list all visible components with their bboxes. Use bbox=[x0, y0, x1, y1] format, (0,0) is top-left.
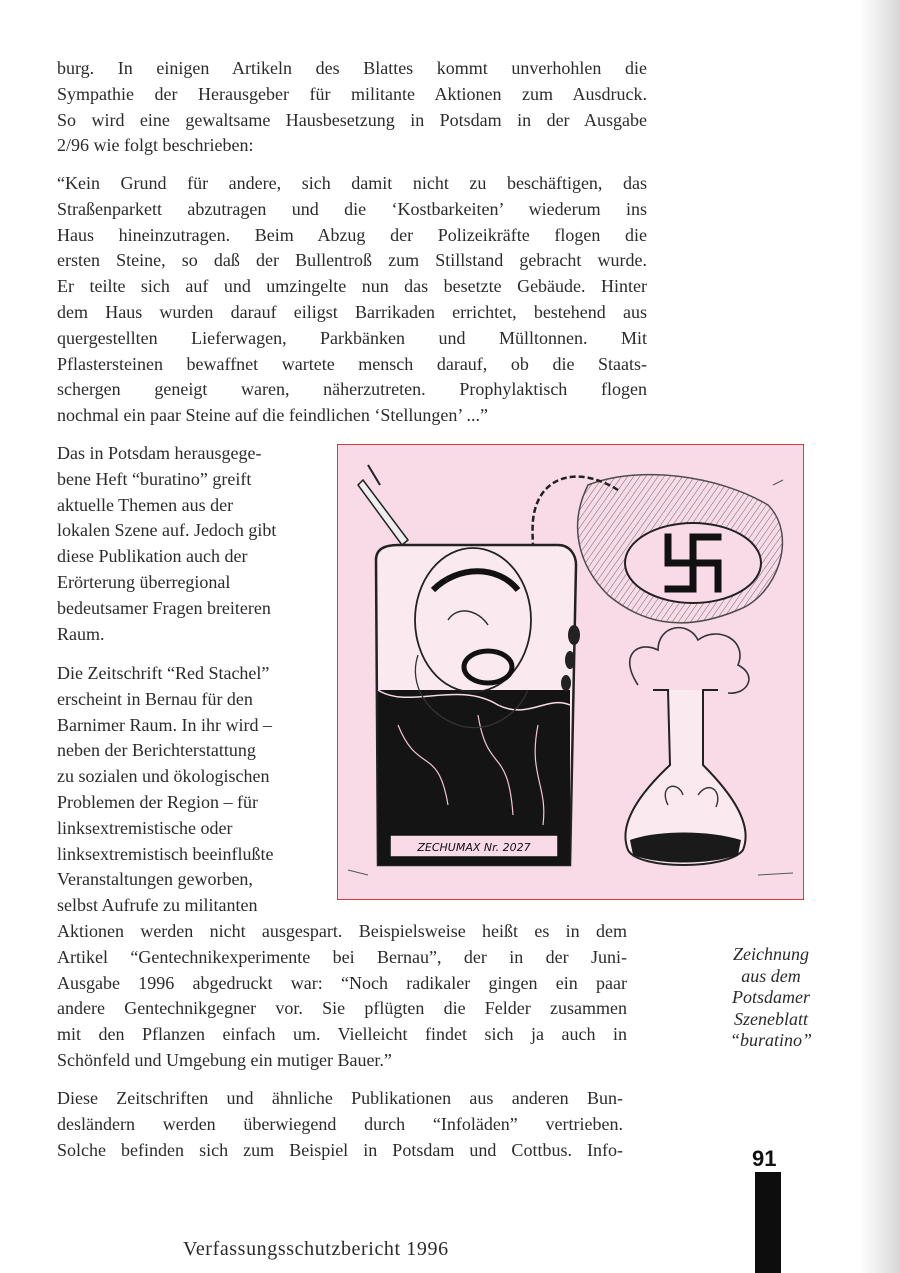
text-line: Er teilte sich auf und umzingelte nun das besetzte Gebäude. Hinter bbox=[57, 276, 647, 297]
text-line: mit den Pflanzen einfach um. Vielleicht findet sich ja auch in bbox=[57, 1024, 627, 1045]
text-line: dem Haus wurden darauf eiligst Barrikaden errichtet, bestehend aus bbox=[57, 301, 647, 322]
text-line: Diese Zeitschriften und ähnliche Publikationen aus anderen Bun- bbox=[57, 1088, 623, 1108]
text-line: erscheint in Bernau für den bbox=[57, 688, 253, 709]
paragraph-red-stachel-wide bbox=[57, 919, 627, 1074]
text-line: Das in Potsdam herausgege- bbox=[57, 443, 262, 463]
caption-line: aus dem bbox=[741, 965, 801, 986]
caption-line: Zeichnung bbox=[733, 944, 809, 964]
footer-title: Verfassungsschutzbericht 1996 bbox=[183, 1238, 449, 1260]
drawing-illustration bbox=[338, 445, 802, 898]
text-line: zu sozialen und ökologischen bbox=[57, 766, 270, 787]
text-line: Veranstaltungen geworben, bbox=[57, 869, 253, 890]
text-line: So wird eine gewaltsame Hausbesetzung in Potsdam in der Ausgabe bbox=[57, 109, 647, 130]
paragraph-intro bbox=[57, 56, 647, 159]
text-line: schergen geneigt waren, näherzutreten. Prophylaktisch flogen bbox=[57, 379, 647, 400]
text-line: Raum. bbox=[57, 623, 105, 644]
text-line: aktuelle Themen aus der bbox=[57, 494, 234, 515]
pipette bbox=[358, 480, 408, 545]
page-thumb-tab bbox=[755, 1172, 781, 1273]
text-line: Sympathie der Herausgeber für militante Aktionen zum Ausdruck. bbox=[57, 83, 647, 104]
text-line: Artikel “Gentechnikexperimente bei Bernau”, der in der Juni- bbox=[57, 946, 627, 967]
text-line: Barnimer Raum. In ihr wird – bbox=[57, 714, 272, 735]
text-line: Schönfeld und Umgebung ein mutiger Bauer.” bbox=[57, 1049, 392, 1070]
page-edge-shadow bbox=[858, 0, 900, 1273]
text-line: Solche befinden sich zum Beispiel in Potsdam und Cottbus. Info- bbox=[57, 1139, 623, 1160]
text-line: nochmal ein paar Steine auf die feindlichen ‘Stellungen’ ...” bbox=[57, 405, 489, 426]
figure-caption bbox=[708, 944, 834, 1052]
text-line: neben der Berichterstattung bbox=[57, 740, 256, 761]
text-line: desländern werden überwiegend durch “Infoläden” vertrieben. bbox=[57, 1113, 623, 1134]
text-line: linksextremistische oder bbox=[57, 817, 233, 838]
text-line: bedeutsamer Fragen breiteren bbox=[57, 597, 271, 618]
text-line: andere Gentechnikgegner vor. Sie pflügten die Felder zusammen bbox=[57, 998, 627, 1019]
text-line: Problemen der Region – für bbox=[57, 791, 258, 812]
text-line: linksextremistisch beeinflußte bbox=[57, 843, 274, 864]
text-line: quergestellten Lieferwagen, Parkbänken und Mülltonnen. Mit bbox=[57, 327, 647, 348]
quote-house-occupation bbox=[57, 171, 647, 429]
text-line: Aktionen werden nicht ausgespart. Beispielsweise heißt es in dem bbox=[57, 921, 627, 941]
caption-line: Szeneblatt bbox=[734, 1008, 808, 1029]
glass-label: ZECHUMAX Nr. 2027 bbox=[417, 841, 531, 854]
text-line: Die Zeitschrift “Red Stachel” bbox=[57, 663, 270, 683]
text-line: diese Publikation auch der bbox=[57, 546, 248, 567]
text-line: Ausgabe 1996 abgedruckt war: “Noch radikaler gingen ein paar bbox=[57, 972, 627, 993]
caption-line: “buratino” bbox=[729, 1030, 813, 1050]
text-line: 2/96 wie folgt beschrieben: bbox=[57, 135, 254, 156]
steam bbox=[630, 628, 749, 693]
buratino-drawing bbox=[337, 444, 804, 900]
text-line: Haus hineinzutragen. Beim Abzug der Polizeikräfte flogen die bbox=[57, 224, 647, 245]
text-line: Erörterung überregional bbox=[57, 571, 231, 592]
paragraph-infolaeden bbox=[57, 1086, 623, 1163]
text-line: Straßenparkett abzutragen und die ‘Kostbarkeiten’ wiederum ins bbox=[57, 198, 647, 219]
text-line: burg. In einigen Artikeln des Blattes kommt unverhohlen die bbox=[57, 58, 647, 78]
paragraph-red-stachel-narrow bbox=[57, 661, 319, 919]
text-line: bene Heft “buratino” greift bbox=[57, 468, 252, 489]
text-line: selbst Aufrufe zu militanten bbox=[57, 895, 258, 916]
caption-line: Potsdamer bbox=[732, 987, 810, 1007]
paragraph-buratino bbox=[57, 441, 319, 647]
text-line: “Kein Grund für andere, sich damit nicht zu beschäftigen, das bbox=[57, 173, 647, 193]
text-line: lokalen Szene auf. Jedoch gibt bbox=[57, 520, 277, 541]
page-number: 91 bbox=[752, 1146, 777, 1171]
text-line: Pflastersteinen bewaffnet wartete mensch darauf, ob die Staats- bbox=[57, 353, 647, 374]
text-line: ersten Steine, so daß der Bullentroß zum Stillstand gebracht wurde. bbox=[57, 250, 647, 271]
